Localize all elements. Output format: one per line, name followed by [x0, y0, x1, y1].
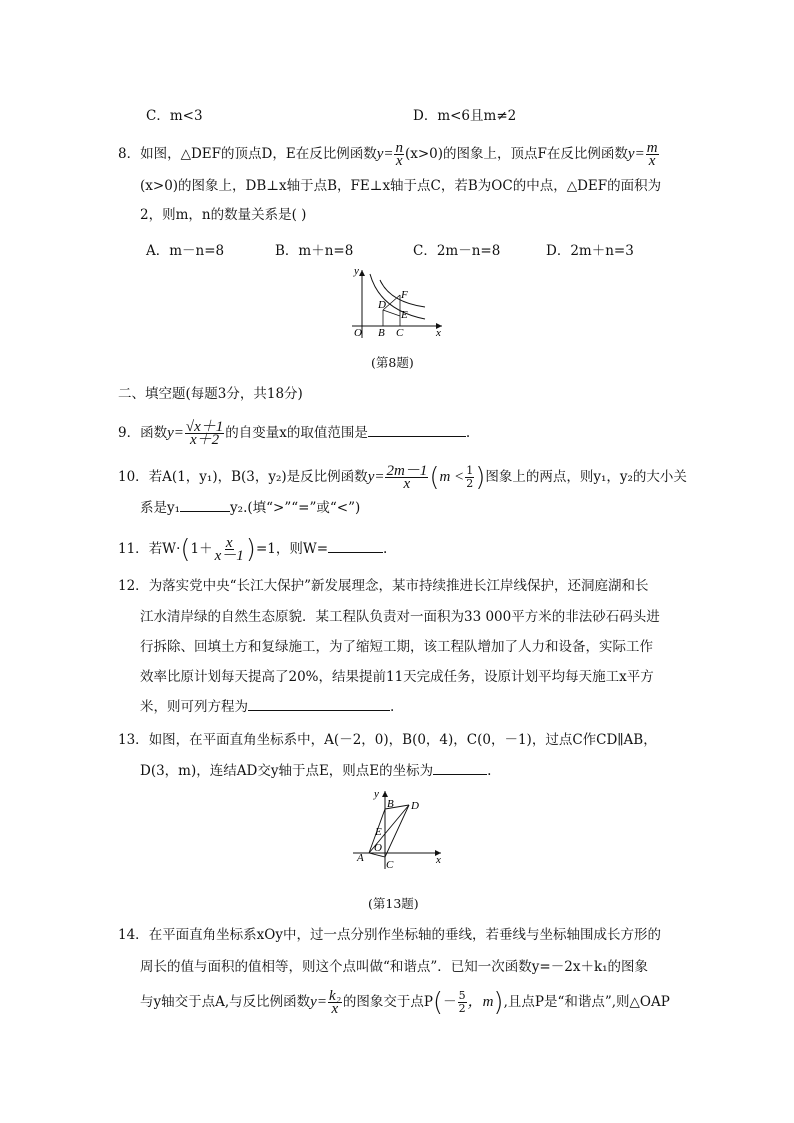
- answer-blank[interactable]: [180, 499, 230, 512]
- label-c: C: [396, 327, 404, 339]
- q12-line3: 行拆除、回填土方和复绿施工，为了缩短工期，该工程队增加了人力和设备，实际工作: [140, 639, 653, 655]
- condition: m <: [439, 469, 465, 485]
- question-number: 11．: [118, 541, 149, 557]
- function-lhs: y=: [310, 994, 327, 1010]
- label-b: B: [378, 327, 385, 339]
- q8-text: (x>0)的图象上，顶点F在反比例函数: [404, 146, 628, 162]
- q8-line2: (x>0)的图象上，DB⊥x轴于点B，FE⊥x轴于点C，若B为OC的中点，△DEF的面积为: [140, 178, 662, 194]
- q13-text: D(3，m)，连结AD交y轴于点E，则点E的坐标为: [140, 763, 434, 779]
- q14-text: 的图象交于点P: [342, 994, 433, 1010]
- q10-text: 图象上的两点，则y₁，y₂的大小关: [485, 469, 687, 485]
- q14-text: ，m: [467, 994, 494, 1010]
- function-lhs: y=: [367, 469, 385, 485]
- fraction: $\frac{1}{2}$: [466, 464, 474, 490]
- question-number: 10．: [118, 469, 149, 485]
- q9-text: 的自变量x的取值范围是: [225, 425, 368, 441]
- y-axis-arrow: [382, 791, 388, 797]
- q8-figure: [340, 262, 450, 342]
- label-d: D: [411, 800, 419, 812]
- fraction: $\frac{\text{k₂}}{x}$: [328, 988, 341, 1017]
- label-b: B: [387, 798, 394, 810]
- q10-line1: 10．若A(1，y₁)，B(3，y₂)是反比例函数y= $\frac{2m-1}{x}$ (m < $\frac{1}{2}$ )图象上的两点，则y₁，y₂的大小关: [118, 462, 687, 493]
- label-y: y: [354, 265, 359, 277]
- q13-caption: (第13题): [368, 896, 419, 911]
- q13-line1: [118, 731, 657, 749]
- q12-line2: 江水清岸绿的自然生态原貌．某工程队负责对一面积为33 000平方米的非法砂石码头进: [140, 609, 660, 625]
- question-number: 8．: [118, 146, 141, 162]
- q12-line4: 效率比原计划每天提高了20%，结果提前11天完成任务，设原计划平均每天施工x平方: [140, 669, 654, 685]
- q10-text: 系是y₁: [140, 500, 181, 516]
- function-lhs: y=: [376, 146, 394, 162]
- q14-line1: [118, 926, 661, 944]
- function-lhs: y=: [167, 425, 184, 441]
- q10-text: 若A(1，y₁)，B(3，y₂)是反比例函数: [148, 469, 368, 485]
- answer-blank[interactable]: [248, 698, 390, 711]
- answer-blank[interactable]: [328, 540, 383, 553]
- q10-line2: [140, 499, 360, 517]
- fraction: $\frac{√x+1}{x+2}$: [185, 419, 224, 448]
- q8-caption: (第8题): [371, 355, 414, 370]
- q12-text: 为落实党中央“长江大保护”新发展理念，某市持续推进长江岸线保护，还洞庭湖和长: [148, 578, 649, 594]
- label-c: C: [386, 859, 394, 871]
- q11-text: 若W·: [148, 541, 181, 557]
- q8-option-c: C．2m－n=8: [413, 243, 501, 259]
- label-x: x: [436, 327, 441, 339]
- fraction: $\frac{n}{x}$: [395, 140, 403, 169]
- q8-text: 如图，△DEF的顶点D，E在反比例函数: [140, 146, 377, 162]
- section-title: 二、填空题(每题3分，共18分): [118, 386, 303, 402]
- q8-option-d: D．2m＋n=3: [546, 243, 634, 259]
- q12-line5: 米，则可列方程为 .: [140, 699, 395, 715]
- label-f: F: [401, 289, 408, 301]
- fraction: $\frac{m}{x}$: [646, 140, 658, 169]
- q13-text: 如图，在平面直角坐标系中，A(－2，0)，B(0，4)，C(0，－1)，过点C作CD∥AB，: [148, 732, 657, 748]
- answer-blank[interactable]: [433, 762, 487, 775]
- q9-text: 函数: [140, 425, 168, 441]
- fraction: $\frac{5}{2}$: [458, 989, 466, 1015]
- fraction: $\frac{2m-1}{x}$: [386, 463, 428, 492]
- q13-line2: D(3，m)，连结AD交y轴于点E，则点E的坐标为 .: [140, 763, 492, 779]
- function-lhs: y=: [627, 146, 645, 162]
- q7-option-c: C．m<3: [146, 108, 203, 124]
- label-a: A: [357, 852, 364, 864]
- label-x: x: [436, 854, 441, 866]
- question-number: 9．: [118, 425, 141, 441]
- q8-option-b: B．m＋n=8: [275, 243, 354, 259]
- q13-figure: [345, 785, 445, 873]
- q8-line3: 2，则m，n的数量关系是( ): [140, 207, 307, 223]
- y-axis-arrow: [359, 270, 365, 276]
- q8-line1: [118, 142, 660, 167]
- question-number: 13．: [118, 732, 149, 748]
- curve-n: [370, 274, 425, 319]
- q12-line1: [118, 577, 649, 595]
- q11-text: =1，则W=: [255, 541, 329, 557]
- label-e: E: [401, 309, 408, 321]
- q14-text: ,且点P是“和谐点”,则△OAP: [503, 994, 670, 1010]
- label-o: O: [354, 327, 362, 339]
- q8-option-a: A．m－n=8: [146, 243, 225, 259]
- q11-line: 11．若W·(1＋ $\frac{x}{x-1}$ )=1，则W= .: [118, 534, 388, 565]
- q14-text: －: [443, 994, 457, 1010]
- fraction: $\frac{x}{x-1}$: [214, 535, 244, 564]
- q9-line: 9．函数y= $\frac{√x+1}{x+2}$ 的自变量x的取值范围是 .: [118, 419, 471, 448]
- q7-option-d: D．m<6且m≠2: [413, 108, 517, 124]
- label-o: O: [374, 842, 382, 854]
- question-number: 12．: [118, 578, 149, 594]
- label-y: y: [374, 788, 379, 800]
- question-number: 14．: [118, 927, 149, 943]
- q12-text: 米，则可列方程为: [140, 699, 248, 715]
- q11-text: 1＋: [190, 541, 213, 557]
- q10-text: y₂.(填“>”“=”或“<”): [230, 500, 361, 516]
- q14-text: 与y轴交于点A,与反比例函数: [140, 994, 311, 1010]
- q14-line2: 周长的值与面积的值相等，则这个点叫做“和谐点”．已知一次函数y=－2x＋k₁的图象: [140, 959, 649, 975]
- answer-blank[interactable]: [368, 424, 466, 437]
- label-d: D: [378, 299, 386, 311]
- q14-text: 在平面直角坐标系xOy中，过一点分别作坐标轴的垂线，若垂线与坐标轴围成长方形的: [148, 927, 661, 943]
- segment-cd: [385, 805, 409, 857]
- q14-line3: 与y轴交于点A,与反比例函数y= $\frac{\text{k₂}}{x}$ 的图象交于点P(－ $\frac{5}{2}$ ，m),且点P是“和谐点”,则△OAP: [140, 987, 670, 1018]
- label-e: E: [375, 826, 382, 838]
